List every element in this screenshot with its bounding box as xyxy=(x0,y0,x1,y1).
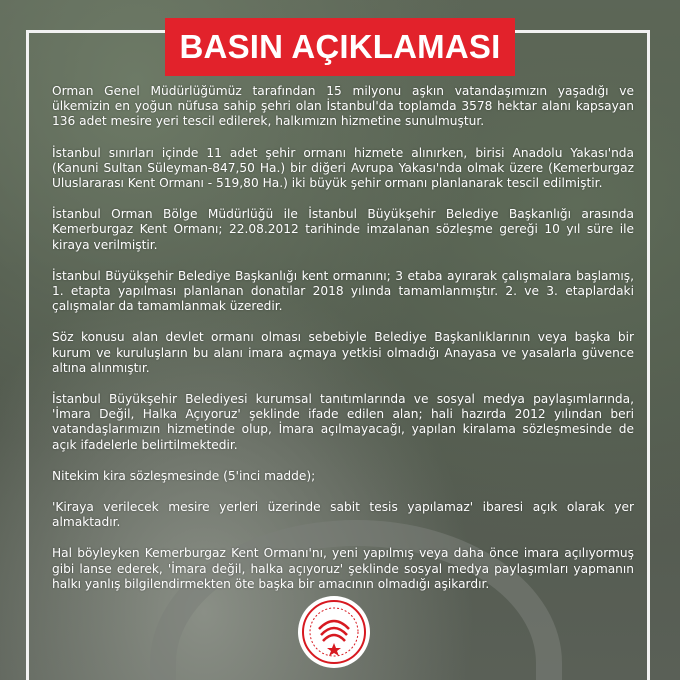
paragraph-5: Söz konusu alan devlet ormanı olması sebebiyle Belediye Başkanlıklarının veya başka bir kurum ve kuruluşların bu alanı imara açmaya yetkisi olmadığı Anayasa ve yasalarla güvence altına alınmıştır. xyxy=(52,330,634,375)
paragraph-7: Nitekim kira sözleşmesinde (5'inci madde); xyxy=(52,468,316,483)
paragraph-8: 'Kiraya verilecek mesire yerleri üzerinde sabit tesis yapılamaz' ibaresi açık olarak yer almaktadır. xyxy=(52,500,634,530)
ministry-seal-icon xyxy=(301,599,367,665)
ministry-seal-logo xyxy=(298,596,370,668)
press-release-title: BASIN AÇIKLAMASI xyxy=(165,18,515,76)
paragraph-9: Hal böyleyken Kemerburgaz Kent Ormanı'nı, yeni yapılmış veya daha önce imara açılıyormuş gibi lanse ederek, 'İmara değil, halka açıyoruz' şeklinde sosyal medya paylaşımları yapmanın halkı yanlış bilgilendirmekten öte başka bir amacının olmadığı aşikardır. xyxy=(52,546,634,591)
paragraph-2: İstanbul sınırları içinde 11 adet şehir ormanı hizmete alınırken, birisi Anadolu Yakası'nda (Kanuni Sultan Süleyman-847,50 Ha.) bir diğeri Avrupa Yakası'nda olmak üzere (Kemerburgaz Uluslararası Kent Ormanı - 519,80 Ha.) iki büyük şehir ormanı planlanarak tescil edilmiştir. xyxy=(52,145,634,191)
paragraph-6: İstanbul Büyükşehir Belediyesi kurumsal tanıtımlarında ve sosyal medya paylaşımlarında, 'İmara Değil, Halka Açıyoruz' şeklinde ifade edilen alan; hali hazırda 2012 yılından beri vatandaşlarımızın hizmetinde olup, İmara açılmayacağı, yapılan kiralama sözleşmesinde de açık ifadelerle belirtilmektedir. xyxy=(52,392,634,452)
paragraph-4: İstanbul Büyükşehir Belediye Başkanlığı kent ormanını; 3 etaba ayırarak çalışmalara başlamış, 1. etapta yapılması planlanan donatılar 2018 yılında tamamlanmıştır. 2. ve 3. etaplardaki çalışmalar da tamamlanmak üzeredir. xyxy=(52,268,634,314)
paragraph-1: Orman Genel Müdürlüğümüz tarafından 15 milyonu aşkın vatandaşımızın yaşadığı ve ülkemizin en yoğun nüfusa sahip şehri olan İstanbul'da toplamda 3578 hektar alanı kapsayan 136 adet mesire yeri tescil edilerek, halkımızın hizmetine sunulmuştur. xyxy=(52,84,634,129)
press-release-body xyxy=(52,84,634,608)
paragraph-3: İstanbul Orman Bölge Müdürlüğü ile İstanbul Büyükşehir Belediye Başkanlığı arasında Kemerburgaz Kent Ormanı; 22.08.2012 tarihinde imzalanan sözleşme gereği 10 yıl süre ile kiraya verilmiştir. xyxy=(52,207,634,252)
